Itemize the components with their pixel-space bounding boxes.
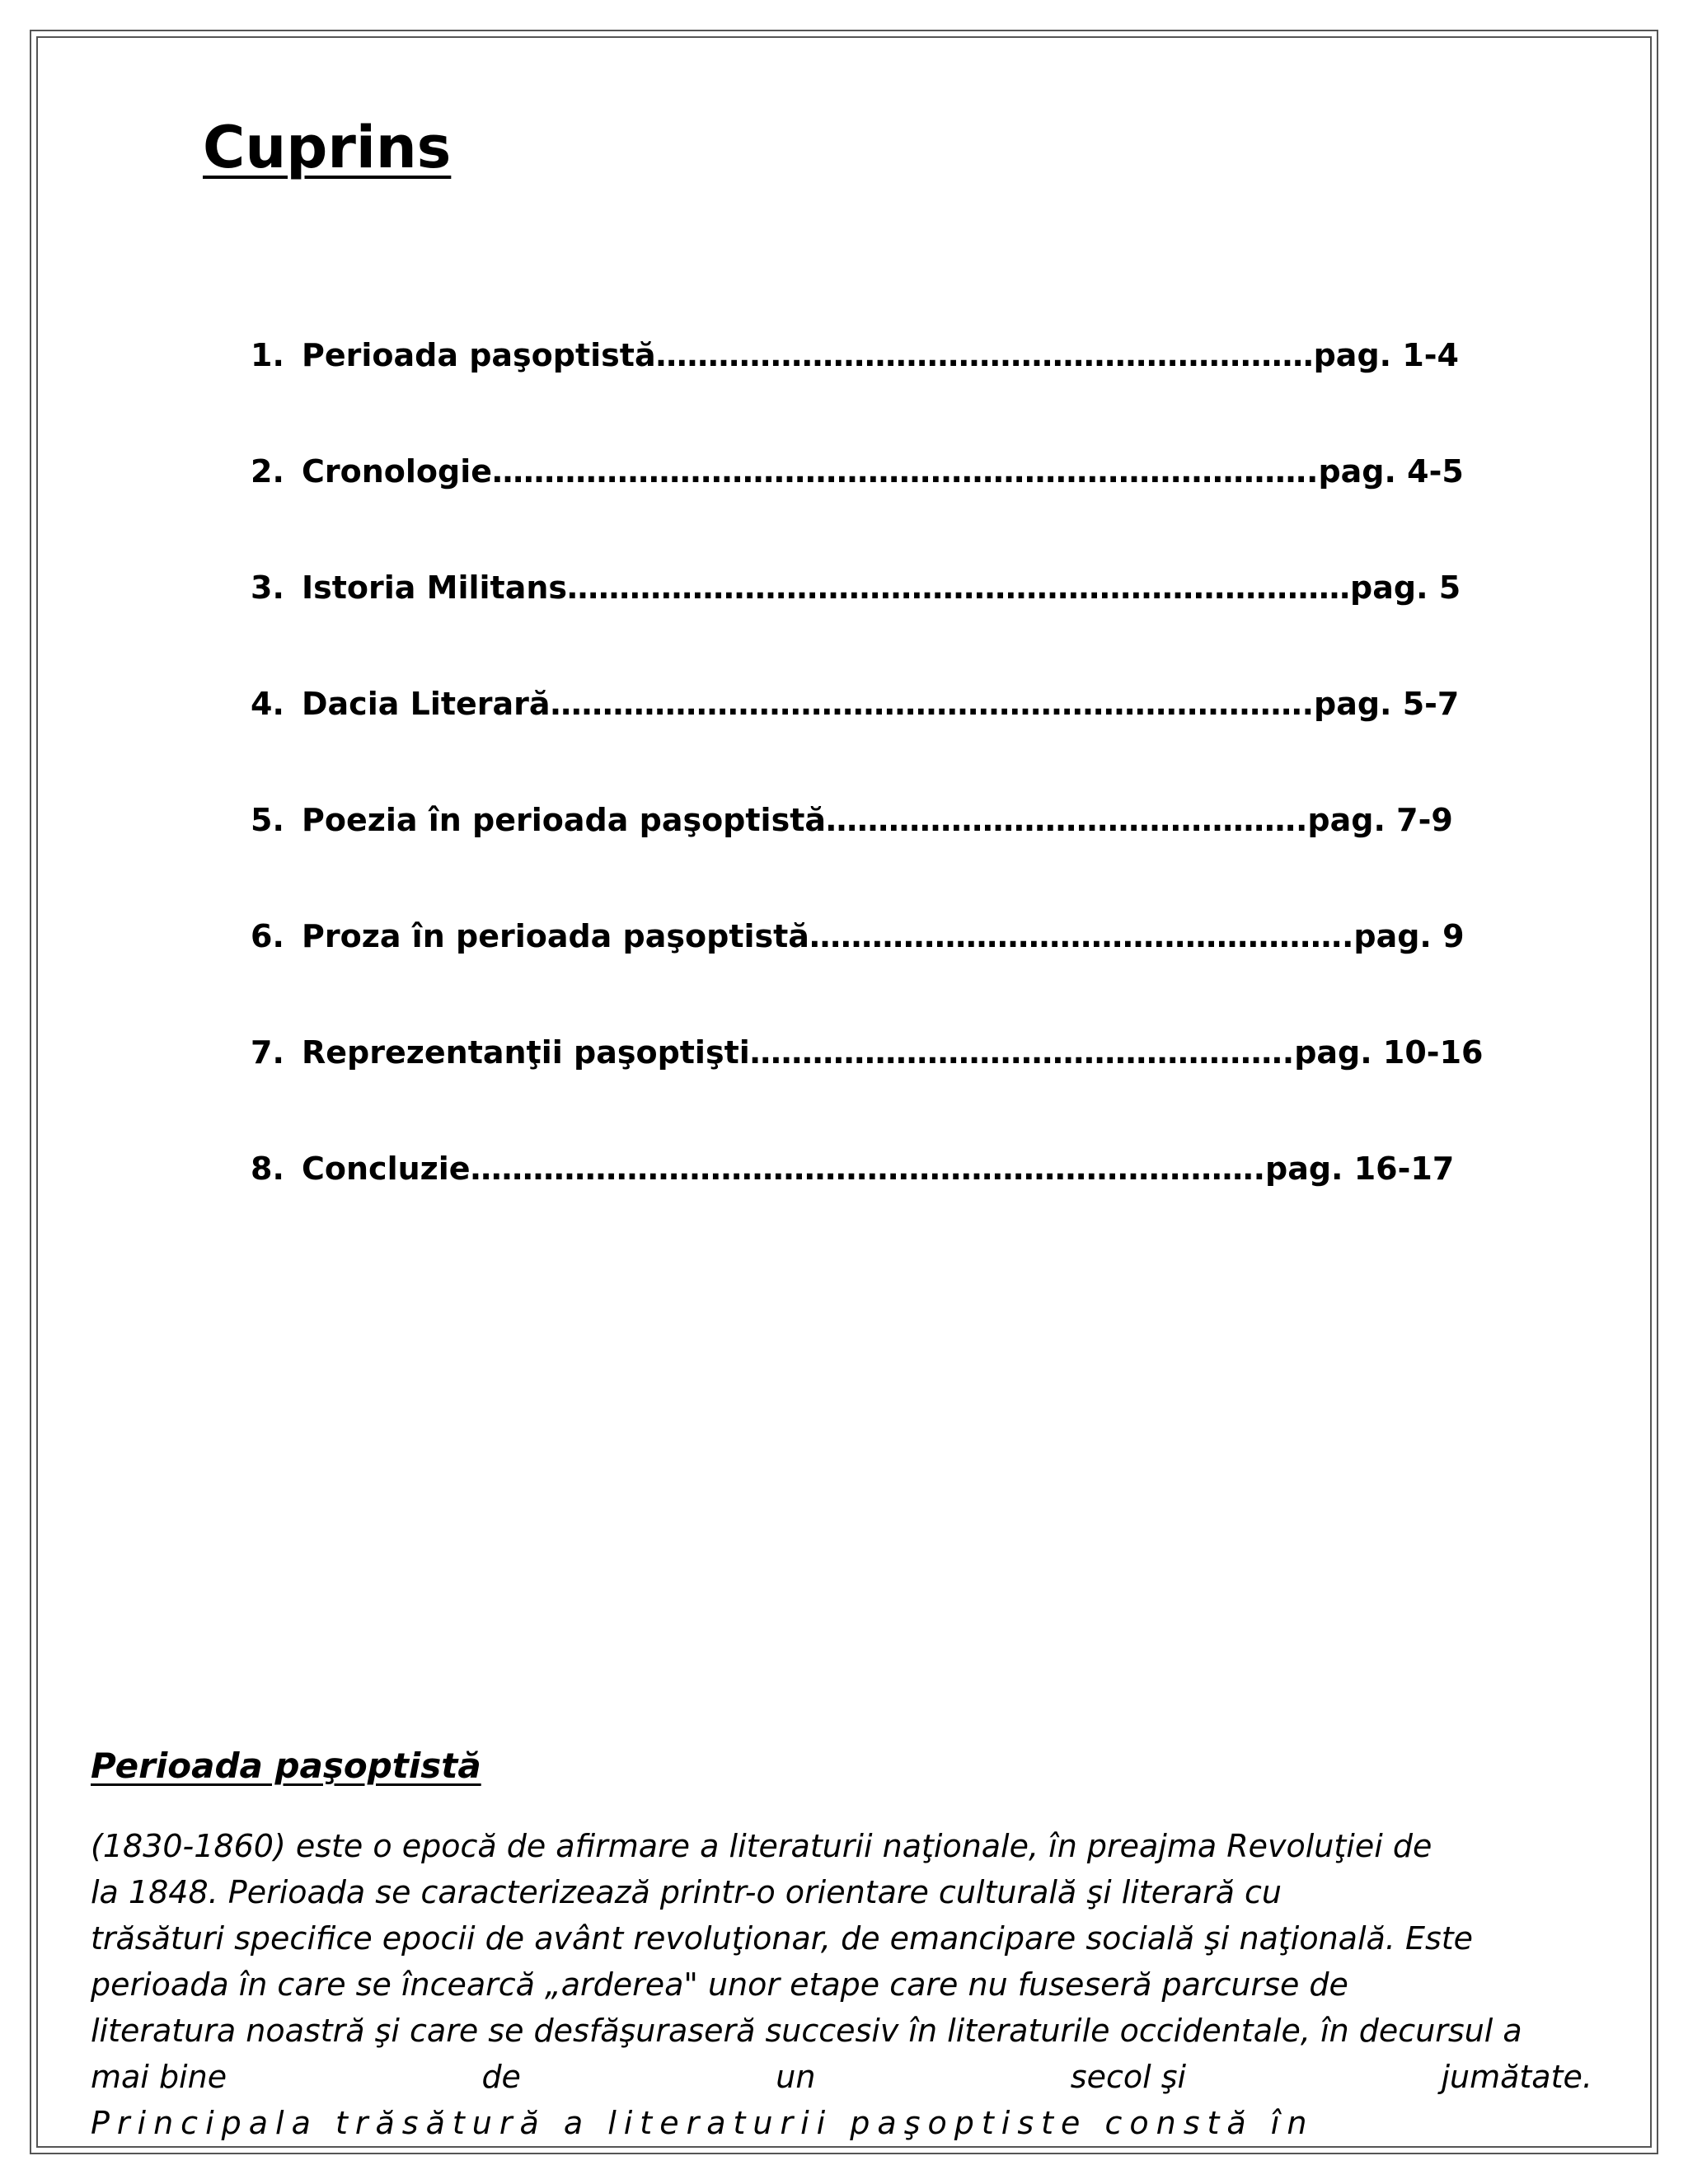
paragraph-line: la 1848. Perioada se caracterizează printr-o orientare culturală şi literară cu [91,1874,1282,1910]
toc-entry-number: 8. [251,1151,284,1187]
toc-entry-label: Poezia în perioada paşoptistă [302,802,826,838]
paragraph-line: (1830-1860) este o epocă de afirmare a literaturii naţionale, în preajma Revoluţiei de [91,1828,1432,1864]
paragraph-word: un [776,2059,816,2095]
toc-entry-label: Reprezentanţii paşoptişti [302,1034,750,1071]
toc-entry-number: 2. [251,453,284,490]
toc-entry [251,683,1459,724]
toc-entry-number: 6. [251,918,284,954]
toc-entry-leader: ………………………………………………………………… [567,569,1351,606]
toc-entry-page: .pag. 16-17 [1253,1151,1455,1187]
toc-entry [251,1148,1454,1189]
toc-entry-leader: ……………………………………………………………… [550,686,1302,722]
toc-entry-leader: ……………………………………………………… [655,337,1314,373]
paragraph-line: trăsături specifice epocii de avânt revoluţionar, de emancipare socială şi naţională. Este [91,1920,1474,1957]
toc-entry-label: Cronologie [302,453,493,490]
page-title: Cuprins [203,114,452,181]
toc-entry-leader: ……………………………………… [826,802,1296,838]
paragraph-word: mai bine [91,2059,227,2095]
toc-entry-number: 3. [251,569,284,606]
toc-entry-page: pag. 1-4 [1313,337,1459,373]
toc-entry-page: .pag. 10-16 [1282,1034,1484,1071]
toc-entry-number: 1. [251,337,284,373]
toc-entry-number: 5. [251,802,284,838]
toc-entry-number: 4. [251,686,284,722]
paragraph-word: secol şi [1070,2059,1187,2095]
toc-entry-leader: …………………………………………… [809,918,1342,954]
paragraph-word: jumătate. [1441,2059,1592,2095]
toc-entry-leader: ………………………………………………………………… [470,1151,1254,1187]
toc-entry [251,799,1453,841]
toc-entry [251,567,1461,608]
toc-entry-page: .pag. 4-5 [1306,453,1464,490]
section-heading: Perioada paşoptistă [91,1746,481,1786]
toc-entry-label: Perioada paşoptistă [302,337,656,373]
toc-entry-label: Istoria Militans [302,569,568,606]
toc-entry-leader: …………………………………………… [749,1034,1282,1071]
paragraph-line [91,2054,1592,2100]
toc-entry [251,335,1459,376]
paragraph-line: Principala trăsătură a literaturii paşoptiste constă în [91,2105,1315,2141]
toc-entry-number: 7. [251,1034,284,1071]
toc-entry-label: Dacia Literară [302,686,551,722]
toc-entry-page: pag. 5 [1350,569,1461,606]
paragraph-line: perioada în care se încearcă „arderea" unor etape care nu fuseseră parcurse de [91,1966,1348,2003]
toc-entry [251,1032,1483,1073]
toc-entry [251,916,1465,957]
toc-entry-leader: …………………………………………………………………… [492,453,1307,490]
toc-entry-page: .pag. 5-7 [1301,686,1460,722]
toc-entry-page: .pag. 9 [1341,918,1465,954]
paragraph-line: literatura noastră şi care se desfăşuraseră succesiv în literaturile occidentale, în decursul a [91,2013,1522,2049]
toc-entry-page: .pag. 7-9 [1296,802,1453,838]
paragraph-word: de [481,2059,521,2095]
toc-entry-label: Proza în perioada paşoptistă [302,918,809,954]
toc-entry [251,451,1464,492]
toc-entry-label: Concluzie [302,1151,471,1187]
